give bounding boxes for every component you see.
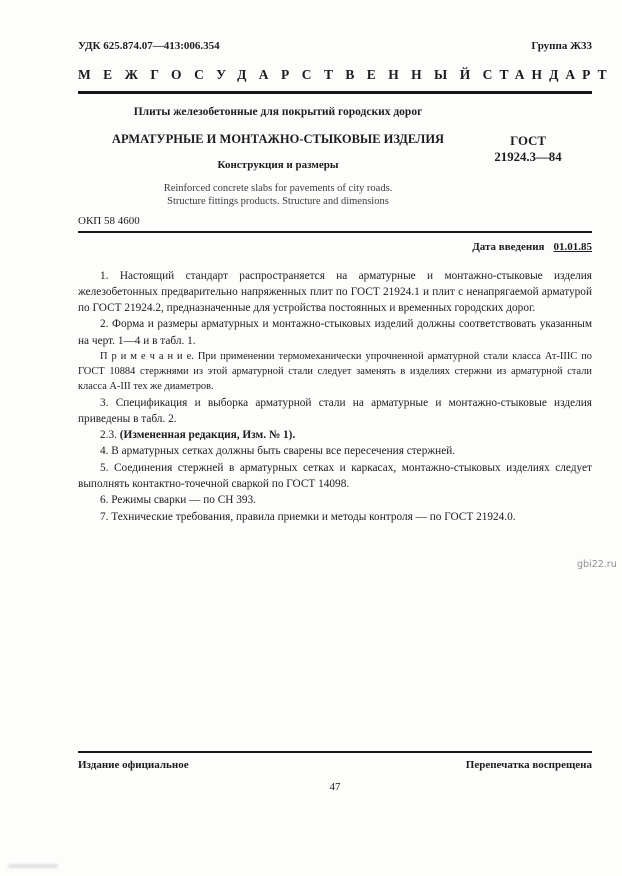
udk-code: УДК 625.874.07—413:006.354	[78, 40, 220, 52]
paragraph-2: 2. Форма и размеры арматурных и монтажно-стыковых изделий должны соответствовать указанным на черт. 1—4 и в табл. 1.	[78, 318, 592, 347]
site-watermark: gbi22.ru	[577, 559, 617, 570]
introduction-date-line	[78, 241, 592, 254]
group-code: Группа Ж33	[531, 40, 592, 52]
paragraph-2-3-number: 2.3.	[100, 429, 117, 442]
introduction-date-value: 01.01.85	[553, 240, 592, 253]
title-english	[78, 182, 478, 208]
paragraph-1: 1. Настоящий стандарт распространяется на арматурные и монтажно-стыковые изделия железобетонных предварительно напряженных плит по ГОСТ 21924.1 и плит с ненапрягаемой арматурой по ГОСТ 21924.2, предназначенные для устройства постоянных и временных городских дорог.	[78, 269, 592, 315]
header-rule	[78, 91, 592, 94]
footer-reprint-note: Перепечатка воспрещена	[465, 758, 592, 771]
scan-artifact	[8, 864, 58, 868]
paragraph-7: 7. Технические требования, правила приемки и методы контроля — по ГОСТ 21924.0.	[100, 510, 516, 523]
paragraph-4: 4. В арматурных сетках должны быть сварены все пересечения стержней.	[100, 445, 456, 458]
top-codes-row	[78, 40, 592, 53]
standard-kind-word1: МЕЖГОСУДАРСТВЕННЫЙ	[78, 67, 483, 82]
gost-number: 21924.3—84	[494, 150, 562, 164]
page-number: 47	[329, 780, 341, 793]
note-paragraph	[78, 349, 592, 395]
document-title: АРМАТУРНЫЕ И МОНТАЖНО-СТЫКОВЫЕ ИЗДЕЛИЯ	[111, 131, 445, 146]
paragraph-2-3	[78, 427, 592, 443]
introduction-date-label: Дата введения	[472, 240, 545, 253]
page-footer	[78, 751, 592, 793]
title-english-line2: Structure fittings products. Structure and dimensions	[167, 195, 389, 207]
document-subtitle: Конструкция и размеры	[217, 158, 339, 171]
footer-rule	[78, 751, 592, 753]
paragraph-2-3-amendment: (Измененная редакция, Изм. № 1).	[119, 429, 296, 442]
standard-kind-word2: СТАНДАРТ	[482, 67, 614, 82]
paragraph-3: 3. Спецификация и выборка арматурной стали на арматурные и монтажно-стыковые изделия приведены в табл. 2.	[78, 396, 592, 425]
footer-edition-note: Издание официальное	[78, 758, 189, 771]
okp-rule	[78, 231, 592, 233]
footer-row	[78, 759, 592, 772]
gost-designation	[466, 133, 590, 165]
paragraph-5: 5. Соединения стержней в арматурных сетках и каркасах, монтажно-стыковых изделиях следует выполнять контактно-точечной сваркой по ГОСТ 14098.	[78, 461, 592, 491]
title-block	[78, 105, 478, 208]
note-label: П р и м е ч а н и е.	[100, 350, 194, 362]
title-english-line1: Reinforced concrete slabs for pavements of city roads.	[163, 182, 393, 194]
okp-code: ОКП 58 4600	[78, 214, 140, 227]
document-subject: Плиты железобетонные для покрытий городских дорог	[133, 105, 423, 118]
note-text: При применении термомеханически упрочненной арматурной стали класса Ат-IIIС по ГОСТ 10884 стержнями из этой арматурной стали следует заменять в изделиях стержни из арматурной стали класса А-III тех же диаметров.	[78, 350, 592, 393]
standard-kind-heading	[78, 66, 614, 83]
paragraph-6: 6. Режимы сварки — по СН 393.	[100, 494, 257, 507]
gost-label: ГОСТ	[510, 134, 546, 148]
document-body	[78, 268, 592, 525]
